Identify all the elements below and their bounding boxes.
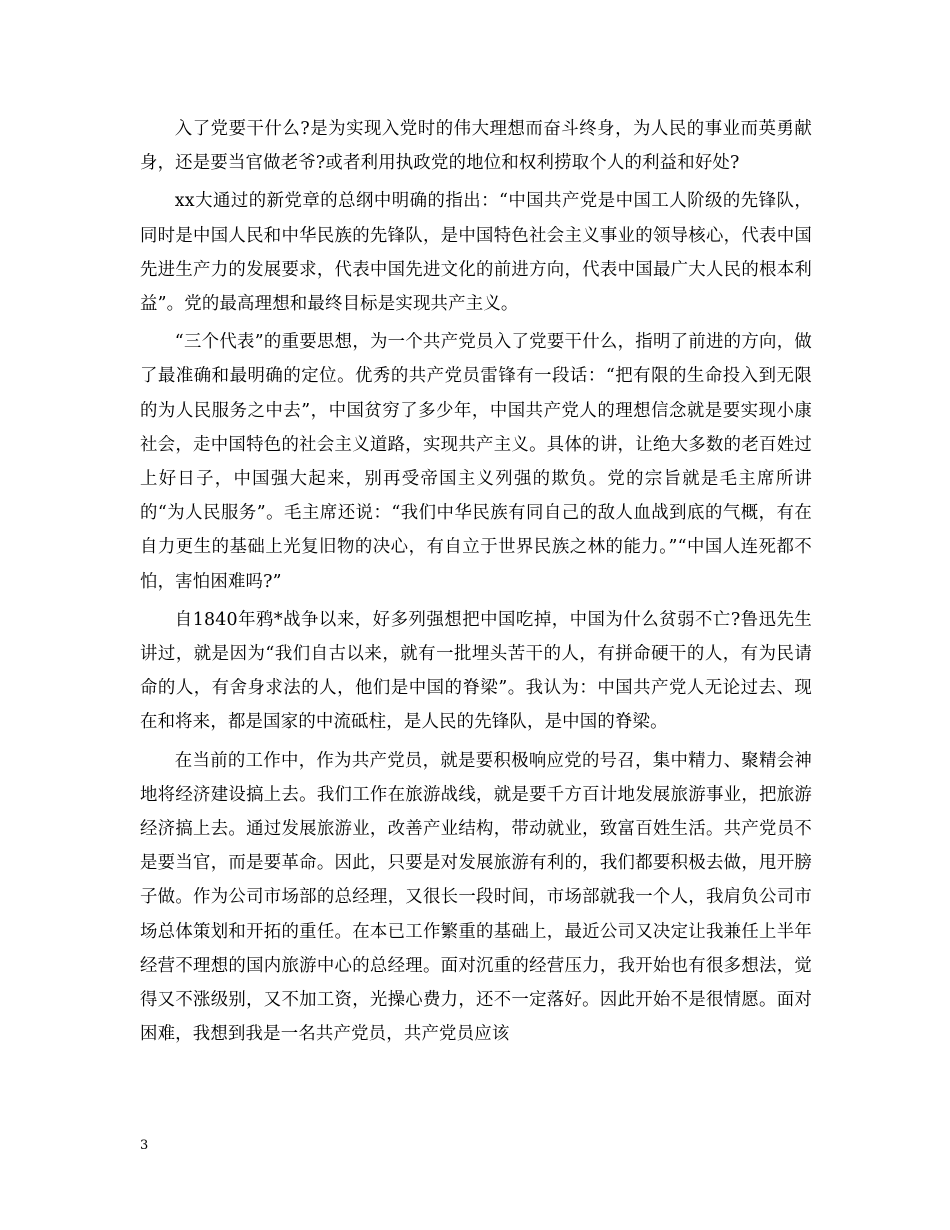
page-number: 3 [140, 1138, 149, 1153]
paragraph-1: 入了党要干什么?是为实现入党时的伟大理想而奋斗终身，为人民的事业而英勇献身，还是要当官做老爷?或者利用执政党的地位和权利捞取个人的利益和好处? [140, 119, 812, 174]
document-body [140, 112, 812, 1055]
paragraph-4: 自1840年鸦*战争以来，好多列强想把中国吃掉，中国为什么贫弱不亡?鲁迅先生讲过，就是因为“我们自古以来，就有一批埋头苦干的人，有拼命硬干的人，有为民请命的人，有舍身求法的人，他们是中国的脊梁”。我认为：中国共产党人无论过去、现在和将来，都是国家的中流砥柱，是人民的先锋队，是中国的脊梁。 [140, 609, 812, 733]
paragraph-5: 在当前的工作中，作为共产党员，就是要积极响应党的号召，集中精力、聚精会神地将经济建设搞上去。我们工作在旅游战线，就是要千方百计地发展旅游事业，把旅游经济搞上去。通过发展旅游业，改善产业结构，带动就业，致富百姓生活。共产党员不是要当官，而是要革命。因此，只要是对发展旅游有利的，我们都要积极去做，甩开膀子做。作为公司市场部的总经理，又很长一段时间，市场部就我一个人，我肩负公司市场总体策划和开拓的重任。在本已工作繁重的基础上，最近公司又决定让我兼任上半年经营不理想的国内旅游中心的总经理。面对沉重的经营压力，我开始也有很多想法，觉得又不涨级别，又不加工资，光操心费力，还不一定落好。因此开始不是很情愿。面对困难，我想到我是一名共产党员，共产党员应该 [140, 750, 812, 1045]
paragraph-2: xx大通过的新党章的总纲中明确的指出：“中国共产党是中国工人阶级的先锋队，同时是中国人民和中华民族的先锋队，是中国特色社会主义事业的领导核心，代表中国先进生产力的发展要求，代表中国先进文化的前进方向，代表中国最广大人民的根本利益”。党的最高理想和最终目标是实现共产主义。 [140, 191, 812, 315]
paragraph-3: “三个代表”的重要思想，为一个共产党员入了党要干什么，指明了前进的方向，做了最准确和最明确的定位。优秀的共产党员雷锋有一段话：“把有限的生命投入到无限的为人民服务之中去”，中国贫穷了多少年，中国共产党人的理想信念就是要实现小康社会，走中国特色的社会主义道路，实现共产主义。具体的讲，让绝大多数的老百姓过上好日子，中国强大起来，别再受帝国主义列强的欺负。党的宗旨就是毛主席所讲的“为人民服务”。毛主席还说：“我们中华民族有同自己的敌人血战到底的气概，有在自力更生的基础上光复旧物的决心，有自立于世界民族之林的能力。”“中国人连死都不怕，害怕困难吗?” [140, 332, 812, 592]
